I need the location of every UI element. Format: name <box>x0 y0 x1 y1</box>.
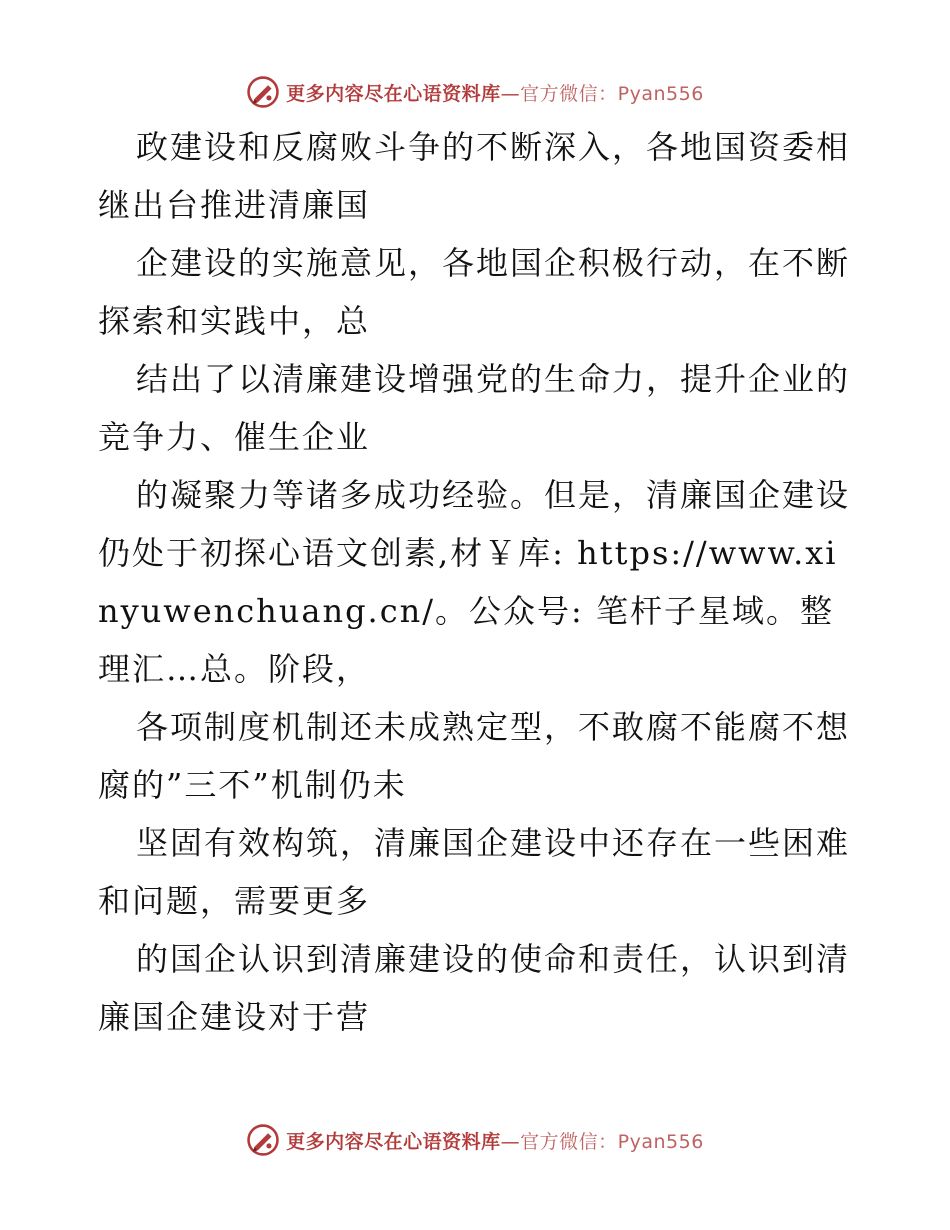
document-body <box>98 118 858 1046</box>
paragraph: 的凝聚力等诸多成功经验。但是，清廉国企建设仍处于初探心语文创素,材￥库: https://www.xinyuwenchuang.cn/。公众号: 笔杆子星域。整理汇…总。阶段， <box>98 476 851 688</box>
paragraph: 坚固有效构筑，清廉国企建设中还存在一些困难和问题，需要更多 <box>98 824 851 920</box>
paragraph: 企建设的实施意见，各地国企积极行动，在不断探索和实践中，总 <box>98 244 851 340</box>
pen-seal-icon <box>246 1123 280 1157</box>
paragraph: 政建设和反腐败斗争的不断深入，各地国资委相继出台推进清廉国 <box>98 128 851 224</box>
footer-watermark <box>0 1120 950 1160</box>
watermark-contact: 官方微信：Pyan556 <box>520 1130 704 1153</box>
watermark-contact: 官方微信：Pyan556 <box>520 82 704 105</box>
watermark-separator: — <box>500 1130 521 1153</box>
watermark-text <box>286 79 704 106</box>
watermark-brand: 更多内容尽在心语资料库 <box>286 82 501 105</box>
header-watermark <box>0 72 950 112</box>
watermark-brand: 更多内容尽在心语资料库 <box>286 1130 501 1153</box>
pen-seal-icon <box>246 75 280 109</box>
paragraph: 各项制度机制还未成熟定型，不敢腐不能腐不想腐的”三不”机制仍未 <box>98 708 851 804</box>
watermark-separator: — <box>500 82 521 105</box>
paragraph: 结出了以清廉建设增强党的生命力，提升企业的竞争力、催生企业 <box>98 360 851 456</box>
paragraph: 的国企认识到清廉建设的使命和责任，认识到清廉国企建设对于营 <box>98 940 851 1036</box>
watermark-text <box>286 1127 704 1154</box>
